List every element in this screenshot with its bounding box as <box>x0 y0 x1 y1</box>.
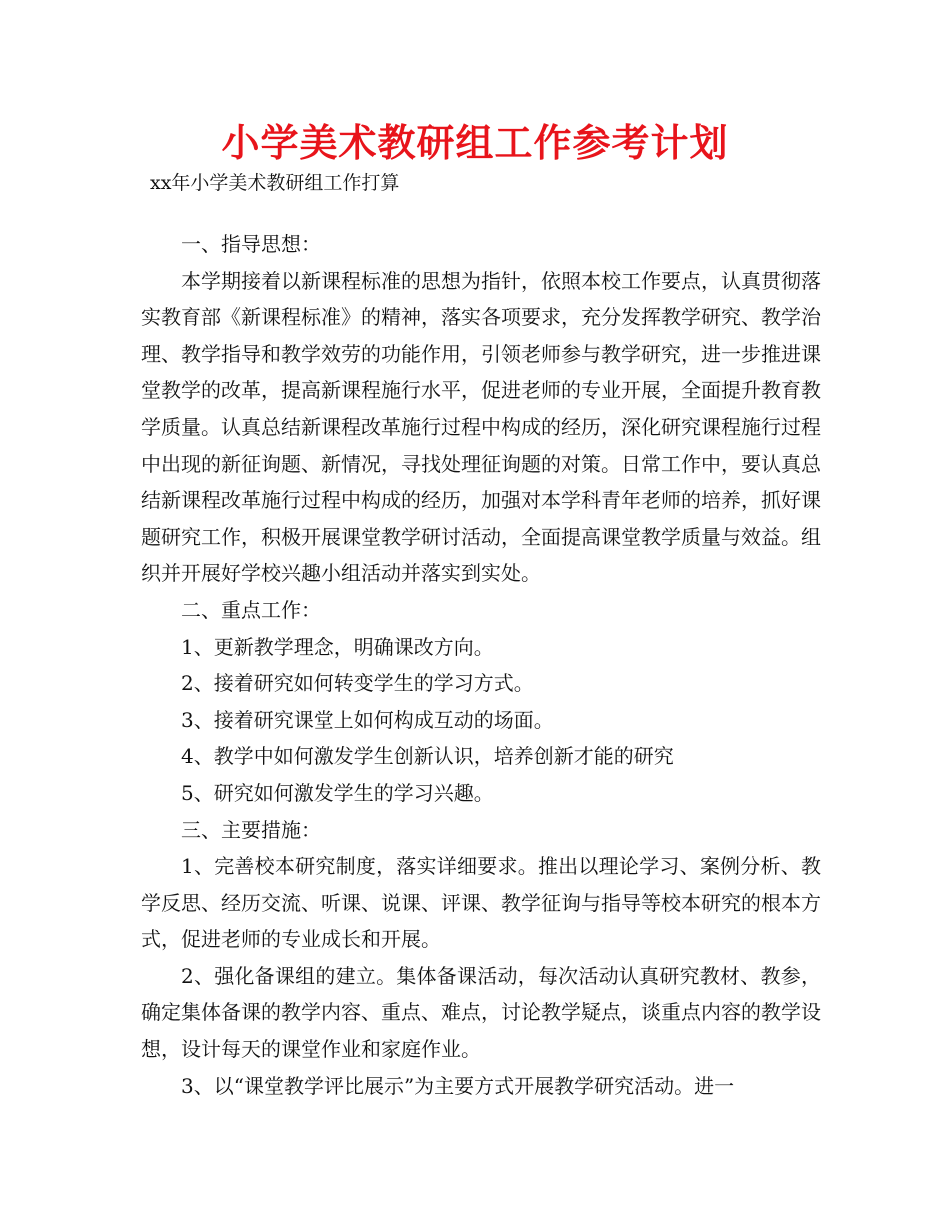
list-item-key-work-5: 5、研究如何激发学生的学习兴趣。 <box>181 780 494 805</box>
section-heading-guiding-thought: 一、指导思想： <box>181 232 321 256</box>
paragraph-measure-3: 3、以“课堂教学评比展示”为主要方式开展教学研究活动。进一 <box>181 1073 735 1098</box>
list-item-key-work-4: 4、教学中如何激发学生创新认识，培养创新才能的研究 <box>181 744 674 769</box>
paragraph-measure-1: 1、完善校本研究制度，落实详细要求。推出以理论学习、案例分析、教学反思、经历交流、听课、说课、评课、教学征询与指导等校本研究的根本方式，促进老师的专业成长和开展。 <box>141 854 821 952</box>
section-heading-key-work: 二、重点工作： <box>181 597 321 622</box>
list-item-key-work-1: 1、更新教学理念，明确课改方向。 <box>181 634 494 659</box>
section-heading-main-measures: 三、主要措施： <box>181 817 321 842</box>
document-subtitle: xx年小学美术教研组工作打算 <box>150 172 400 194</box>
document-body <box>141 226 821 1104</box>
paragraph-guiding-thought: 本学期接着以新课程标准的思想为指针，依照本校工作要点，认真贯彻落实教育部《新课程标准》的精神，落实各项要求，充分发挥教学研究、教学治理、教学指导和教学效劳的功能作用，引领老师参与教学研究，进一步推进课堂教学的改革，提高新课程施行水平，促进老师的专业开展，全面提升教育教学质量。认真总结新课程改革施行过程中构成的经历，深化研究课程施行过程中出现的新征询题、新情况，寻找处理征询题的对策。日常工作中，要认真总结新课程改革施行过程中构成的经历，加强对本学科青年老师的培养，抓好课题研究工作，积极开展课堂教学研讨活动，全面提高课堂教学质量与效益。组织并开展好学校兴趣小组活动并落实到实处。 <box>141 268 821 586</box>
document-title: 小学美术教研组工作参考计划 <box>221 121 729 165</box>
paragraph-measure-2: 2、强化备课组的建立。集体备课活动，每次活动认真研究教材、教参，确定集体备课的教学内容、重点、难点，讨论教学疑点，谈重点内容的教学设想，设计每天的课堂作业和家庭作业。 <box>141 963 821 1062</box>
list-item-key-work-3: 3、接着研究课堂上如何构成互动的场面。 <box>181 707 554 732</box>
list-item-key-work-2: 2、接着研究如何转变学生的学习方式。 <box>181 671 534 696</box>
